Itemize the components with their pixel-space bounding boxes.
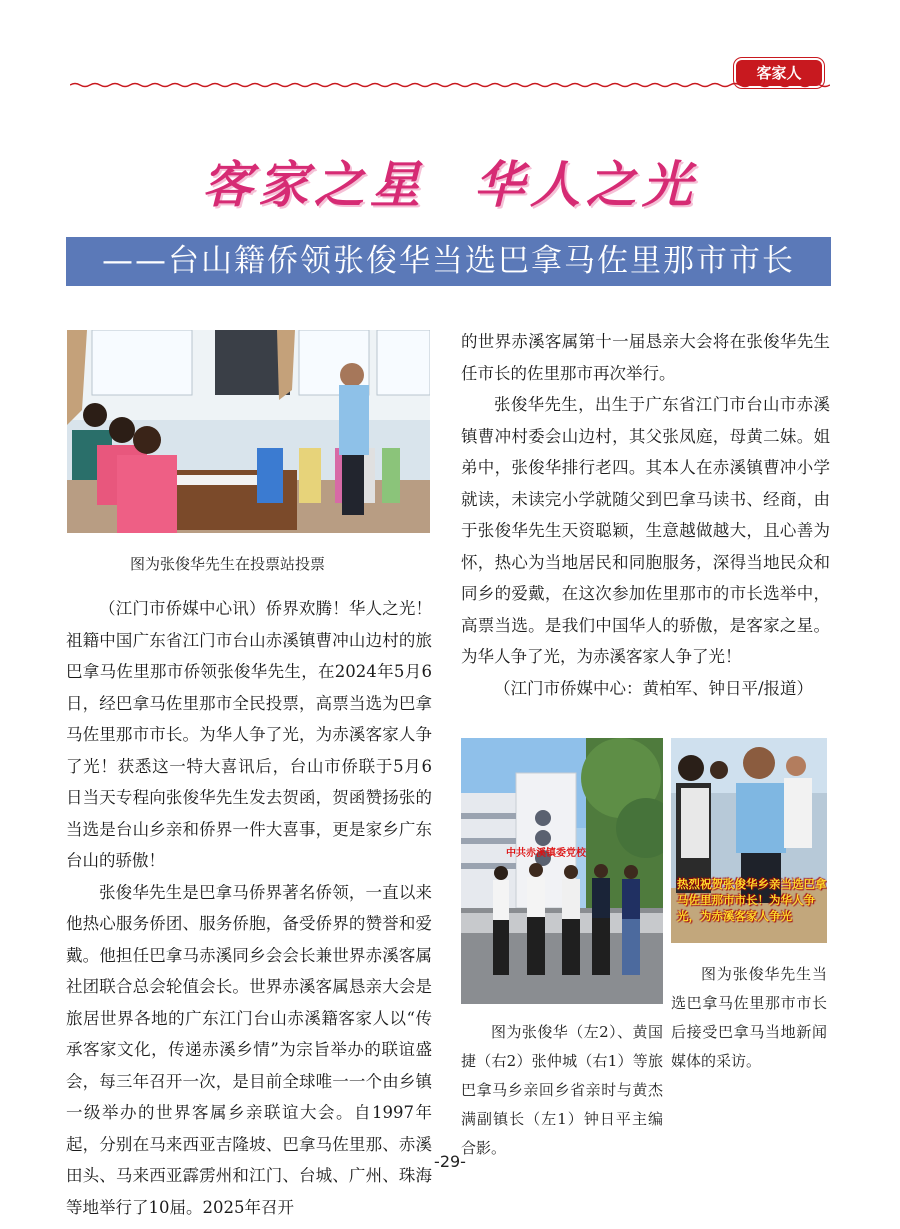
headline-part2: 华人之光 xyxy=(474,155,698,214)
page-number: -29- xyxy=(434,1152,466,1171)
subtitle-bar: ——台山籍侨领张俊华当选巴拿马佐里那市市长 xyxy=(66,237,831,286)
article-credit: （江门市侨媒中心：黄柏军、钟日平/报道） xyxy=(494,678,814,698)
right-column xyxy=(461,326,830,704)
left-column xyxy=(66,593,432,1223)
article-paragraph-2: 张俊华先生是巴拿马侨界著名侨领，一直以来他热心服务侨团、服务侨胞，备受侨界的赞誉和爱戴。他担任巴拿马赤溪同乡会会长兼世界赤溪客属社团联合总会轮值会长。世界赤溪客属恳亲大会是旅居世界各地的广东江门台山赤溪籍客家人以“传承客家文化，传递赤溪乡情”为宗旨举办的联谊盛会，每三年召开一次，是目前全球唯一一个由乡镇一级举办的世界客属乡亲联谊大会。自1997年起，分别在马来西亚吉隆坡、巴拿马佐里那、赤溪田头、马来西亚霹雳州和江门、台城、广州、珠海等地举行了10届。2025年召开 xyxy=(66,882,432,1217)
building-sign: 中共赤溪镇委党校 xyxy=(506,848,586,859)
group-photo xyxy=(461,738,663,1004)
voting-photo xyxy=(67,330,430,533)
group-photo-caption: 图为张俊华（左2）、黄国捷（右2）张仲城（右1）等旅巴拿马乡亲回乡省亲时与黄杰满副镇长（左1）钟日平主编合影。 xyxy=(461,1023,663,1157)
article-paragraph-3: 张俊华先生，出生于广东省江门市台山市赤溪镇曹冲村委会山边村，其父张凤庭，母黄二妹。姐弟中，张俊华排行老四。其本人在赤溪镇曹冲小学就读，未读完小学就随父到巴拿马读书、经商，由于张俊华先生天资聪颖，生意越做越大，且心善为怀，热心为当地居民和同胞服务，深得当地民众和同乡的爱戴，在这次参加佐里那市的市长选举中，高票当选。是我们中国华人的骄傲，是客家之星。为华人争了光，为赤溪客家人争了光！ xyxy=(461,395,830,666)
overlay-banner-text: 热烈祝贺张俊华乡亲当选巴拿马佐里那市市长！为华人争光，为赤溪客家人争光 xyxy=(677,877,827,923)
interview-photo xyxy=(671,738,827,943)
interview-photo-caption: 图为张俊华先生当选巴拿马佐里那市市长后接受巴拿马当地新闻媒体的采访。 xyxy=(671,965,827,1070)
voting-photo-caption: 图为张俊华先生在投票站投票 xyxy=(130,555,326,573)
headline-part1: 客家之星 xyxy=(202,155,426,214)
decorative-rule xyxy=(70,82,830,88)
headline xyxy=(0,145,900,217)
article-paragraph-1: （江门市侨媒中心讯）侨界欢腾！华人之光！祖籍中国广东省江门市台山赤溪镇曹冲山边村的旅巴拿马佐里那市侨领张俊华先生，在2024年5月6日，经巴拿马佐里那市全民投票，高票当选为巴拿马佐里那市市长。为华人争了光，为赤溪客家人争了光！获悉这一特大喜讯后，台山市侨联于5月6日当天专程向张俊华先生发去贺函，贺函赞扬张的当选是台山乡亲和侨界一件大喜事，更是家乡广东台山的骄傲！ xyxy=(66,599,432,870)
section-tag: 客家人 xyxy=(736,60,822,86)
article-continuation: 的世界赤溪客属第十一届恳亲大会将在张俊华先生任市长的佐里那市再次举行。 xyxy=(461,332,830,383)
